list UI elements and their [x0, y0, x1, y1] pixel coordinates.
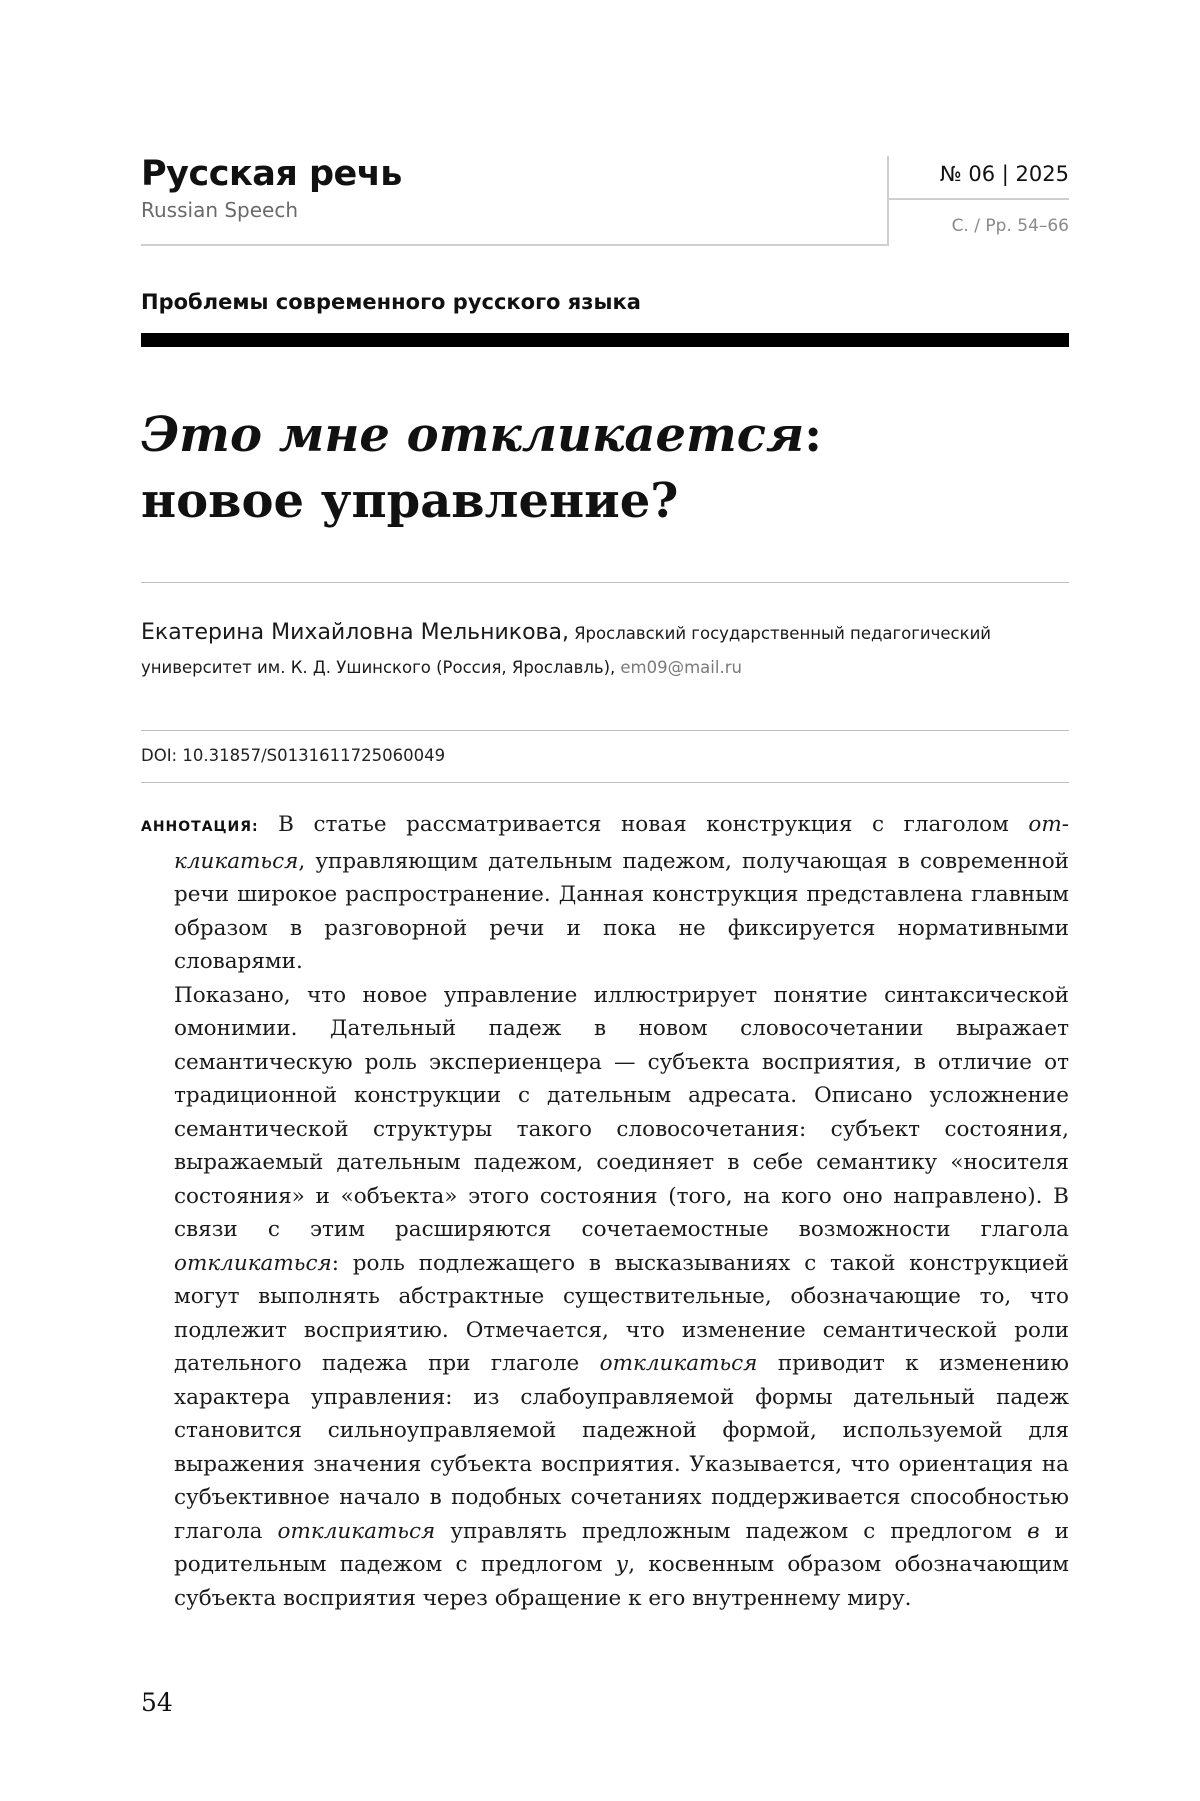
- abstract-paragraph-2: [141, 979, 1069, 1616]
- abstract-label: АННОТАЦИЯ:: [141, 819, 259, 835]
- author-block: [141, 616, 1069, 685]
- article-title: [141, 402, 1069, 534]
- verb-italic: откликаться: [174, 812, 1069, 874]
- pages-range: С. / Pp. 54–66: [951, 216, 1069, 236]
- author-name: Екатерина Михайловна Мельникова: [141, 620, 562, 645]
- author-rule: [141, 730, 1069, 731]
- preposition-italic: в: [1027, 1518, 1040, 1544]
- article-title-line2: новое управление?: [141, 473, 679, 529]
- journal-subtitle: Russian Speech: [141, 198, 299, 222]
- journal-title: Русская речь: [141, 154, 402, 194]
- verb-italic: откликаться: [174, 1250, 332, 1276]
- abstract-text: и родительным падежом с предлогом: [174, 1518, 1070, 1577]
- author-separator: ,: [562, 620, 569, 645]
- masthead-rule: [141, 244, 887, 246]
- abstract-text: В статье рассматривается новая конструкция с глаголом: [278, 812, 1009, 837]
- journal-masthead: [141, 150, 1069, 246]
- preposition-italic: у: [615, 1552, 629, 1577]
- abstract-text: управлять предложным падежом с предлогом: [450, 1518, 1012, 1544]
- abstract-text: , косвенным образом обозначающим субъекта восприятия через обращение к его внутреннему миру.: [174, 1552, 1069, 1611]
- article-page: [141, 0, 1069, 1801]
- abstract: [141, 808, 1069, 1615]
- section-rule: [141, 333, 1069, 347]
- abstract-paragraph-1: [141, 808, 1069, 979]
- issue-divider: [889, 198, 1069, 200]
- abstract-text: , управляющим дательным падежом, получающая в современной речи широкое распространение. Данная конструкция представлена главным образом в разговорной речи и пока не фиксируется нормативными словарями.: [174, 848, 1069, 974]
- author-email-link[interactable]: em09@mail.ru: [620, 658, 742, 677]
- doi-rule: [141, 782, 1069, 783]
- verb-italic: откликаться: [277, 1518, 436, 1544]
- page-number: 54: [141, 1688, 173, 1717]
- article-title-colon: :: [804, 407, 822, 463]
- section-heading: Проблемы современного русского языка: [141, 290, 641, 314]
- issue-number: № 06 | 2025: [939, 162, 1069, 186]
- verb-italic: откликаться: [599, 1351, 758, 1376]
- abstract-text: : роль подлежащего в высказываниях с такой конструкцией могут выполнять абстрактные существительные, обозначающие то, что подлежит восприятию. Отмечается, что изменение семантической роли дательного падежа при глаголе: [174, 1250, 1069, 1376]
- article-title-italic: Это мне откликается: [141, 407, 805, 463]
- title-rule: [141, 582, 1069, 583]
- abstract-text: Показано, что новое управление иллюстрирует понятие синтаксической омонимии. Дательный падеж в новом словосочетании выражает семантическую роль экспериенцера — субъекта восприятия, в отличие от традиционной конструкции с дательным адресата. Описано усложнение семантической структуры такого словосочетания: субъект состояния, выражаемый дательным падежом, соединяет в себе семантику «носителя состояния» и «объекта» этого состояния (того, на кого оно направлено). В связи с этим расширяются сочетаемостные возможности глагола: [174, 982, 1069, 1242]
- author-affiliation: Ярославский государственный педагогический университет им. К. Д. Ушинского (Россия, Ярославль),: [141, 624, 992, 677]
- masthead-divider: [887, 156, 889, 246]
- doi: DOI: 10.31857/S0131611725060049: [141, 746, 446, 765]
- abstract-text: приводит к изменению характера управления: из слабоуправляемой формы дательный падеж становится сильноуправляемой падежной формой, используемой для выражения значения субъекта восприятия. Указывается, что ориентация на субъективное начало в подобных сочетаниях поддерживается способностью глагола: [174, 1351, 1069, 1544]
